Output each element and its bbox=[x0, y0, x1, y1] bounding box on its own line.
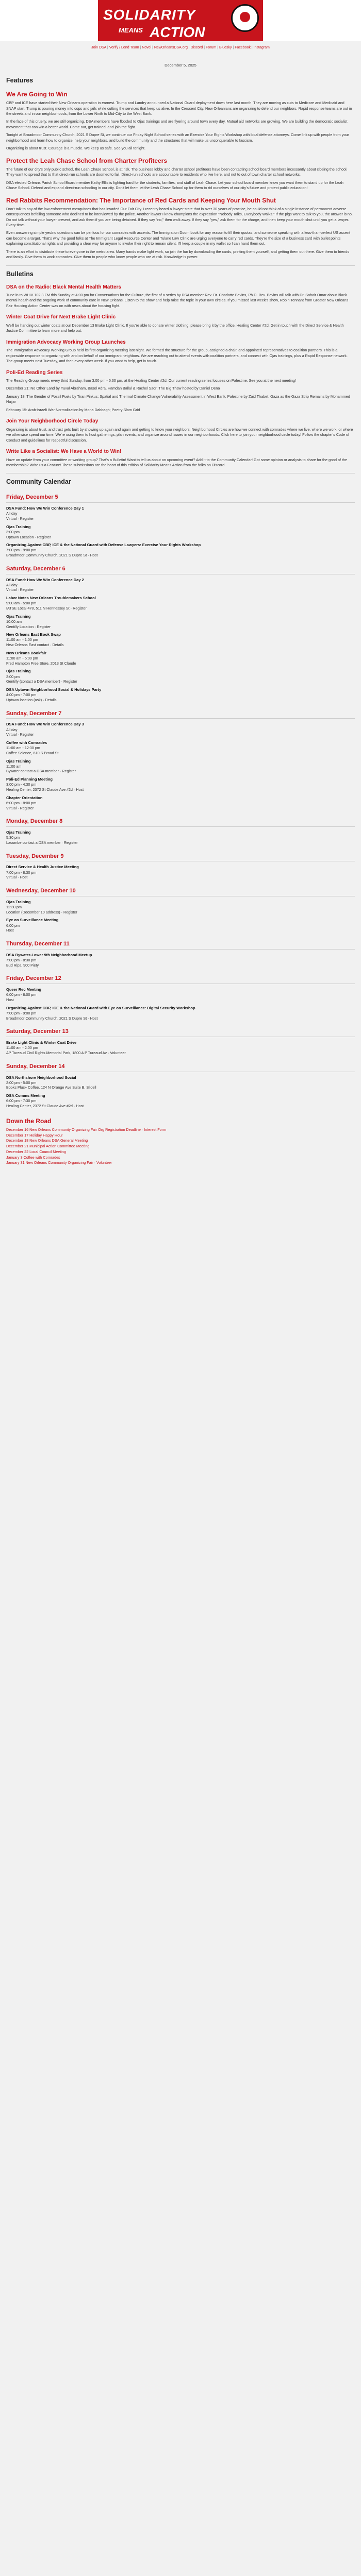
event-title: Organizing Against CBP, ICE & the National Guard with Eye on Surveillance: Digital Security Workshop bbox=[6, 1005, 195, 1010]
calendar-event[interactable] bbox=[6, 1075, 355, 1091]
event-detail: All day bbox=[6, 582, 18, 587]
bulletin-paragraph: Have an update from your committee or working group? That's a Bulletin! Want to tell us about an upcoming event? Add it to the Community Calendar! Got some opinion or analysis to share for the good of the membership? Write us a Feature! These submissions are the heart of this edition of Solidarity Means Action from the folks on Discord. bbox=[6, 457, 347, 467]
down-the-road-item[interactable]: December 21 Municipal Action Committee Meeting bbox=[6, 1144, 90, 1149]
event-title: DSA Fund: How We Win Conference Day 1 bbox=[6, 506, 84, 511]
feature-paragraph: Tonight at Broadmoor Community Church, 2021 S Dupre St, we continue our Friday Night School series with an Exercise Your Rights Workshop with local defense attorneys. Come link up with people from your neighborhood and learn how to organize, help your neighbors, and build the community and the structures that will make us unconquerable to fascism. bbox=[6, 132, 349, 143]
calendar-event[interactable] bbox=[6, 759, 355, 774]
feature-paragraph: Organizing is about trust. Courage is a muscle. We keep us safe. See you all tonight. bbox=[6, 146, 145, 151]
calendar-event[interactable] bbox=[6, 900, 355, 915]
calendar-day-heading: Sunday, December 14 bbox=[6, 1063, 65, 1070]
day-divider bbox=[6, 502, 355, 503]
event-detail: Virtual · Host bbox=[6, 875, 28, 880]
event-detail: 6:00 pm - 8:00 pm bbox=[6, 992, 37, 997]
feature-paragraph: DSA elected Orleans Parish School Board member Kathy Ellis is fighting hard for the students, families, and staff of Leah Chase. Let your school board member know you want them to stand up for the Leah Chase School. Defend and expand direct-run schooling in our city. Don't let them let the Leah Chase School up for them to rid ourselves of our city's future and protect public education! bbox=[6, 180, 343, 191]
event-detail: Virtual · Register bbox=[6, 587, 34, 592]
masthead-title-word1: SOLIDARITY bbox=[103, 7, 196, 23]
nav-link[interactable]: NewOrleansDSA.org bbox=[154, 46, 188, 49]
event-detail: 6:00 pm - 8:00 pm bbox=[6, 800, 37, 805]
calendar-event[interactable] bbox=[6, 722, 355, 737]
bulletin-paragraph: December 21: No Other Land by Yuval Abraham, Basel Adra, Hamdan Ballal & Rachel Szor; The Big Thaw hosted by Daniel Dena bbox=[6, 386, 220, 391]
down-the-road-item[interactable]: December 16 New Orleans Community Organizing Fair Org Registration Deadline · Interest Form bbox=[6, 1127, 166, 1132]
nav-link[interactable]: Verify / Lend Team bbox=[109, 46, 139, 49]
event-detail: 6:00 pm bbox=[6, 923, 20, 928]
nav-link[interactable]: Discord bbox=[190, 46, 203, 49]
event-detail: Broadmoor Community Church, 2021 S Dupre St · Host bbox=[6, 553, 98, 558]
feature-paragraph: Don't talk to any of the law enforcement mosquitoes that has invaded Our Fair City. I recently heard a lawyer state that in over 30 years of practice, he could not think of a single instance of permanent adverse consequences befalling someone who declined to be interviewed by the police. Another lawyer I know champions the expression "Nobody Talks, Everybody Walks." If the pigs want to talk to you, the answer is no. Do not talk without your lawyer present, and ask them if you are being detained. If they say "no," then walk away. If they say "yes," ask them for the charge, and then keep your mouth shut until you get a lawyer. Every time. bbox=[6, 206, 353, 227]
event-title: Ojas Training bbox=[6, 524, 31, 529]
day-divider bbox=[6, 826, 355, 827]
feature-title: We Are Going to Win bbox=[6, 90, 68, 98]
event-detail: 11:00 am - 12:30 pm bbox=[6, 745, 40, 751]
bulletins-heading: Bulletins bbox=[6, 270, 34, 278]
event-detail: Broadmoor Community Church, 2021 S Dupre St · Host bbox=[6, 1015, 98, 1021]
calendar-event[interactable] bbox=[6, 614, 355, 630]
event-title: Chapter Orientation bbox=[6, 795, 43, 800]
calendar-day-heading: Wednesday, December 10 bbox=[6, 888, 76, 894]
event-detail: Gentilly Location · Register bbox=[6, 624, 51, 629]
calendar-day-heading: Tuesday, December 9 bbox=[6, 853, 64, 859]
event-detail: 5:30 pm bbox=[6, 835, 20, 840]
day-divider bbox=[6, 718, 355, 719]
event-title: DSA Comms Meeting bbox=[6, 1093, 45, 1098]
event-detail: 7:00 pm - 9:00 pm bbox=[6, 548, 37, 553]
event-title: Eye on Surveillance Meeting bbox=[6, 918, 59, 923]
calendar-event[interactable] bbox=[6, 1040, 355, 1056]
event-detail: 10:00 am bbox=[6, 619, 22, 624]
nav-separator: | bbox=[106, 46, 109, 49]
down-the-road-list bbox=[6, 1127, 355, 1165]
bulletin-paragraph: The Reading Group meets every third Sunday, from 3:00 pm - 5:30 pm, at the Healing Center #2d. Our current reading series focuses on Palestine. See you at the next meeting! bbox=[6, 378, 296, 383]
event-title: DSA Uptown Neighborhood Social & Holidays Party bbox=[6, 687, 102, 692]
event-title: Organizing Against CBP, ICE & the National Guard with Defense Lawyers: Exercise Your Rights Workshop bbox=[6, 543, 201, 548]
calendar-day-heading: Monday, December 8 bbox=[6, 818, 63, 825]
event-title: Direct Service & Health Justice Meeting bbox=[6, 865, 79, 870]
down-the-road-item[interactable]: December 22 Local Council Meeting bbox=[6, 1149, 66, 1154]
down-the-road-item[interactable]: December 17 Holiday Happy Hour bbox=[6, 1132, 63, 1138]
nav-separator: | bbox=[250, 46, 254, 49]
calendar-event[interactable] bbox=[6, 777, 355, 792]
bulletin-paragraph: February 15: Arab-Israeli War Normalization by Mona Dabbagh; Poetry Slam Grid bbox=[6, 407, 140, 412]
features-list bbox=[6, 90, 355, 260]
bulletin-title: DSA on the Radio: Black Mental Health Matters bbox=[6, 284, 121, 290]
event-detail: 7:00 pm - 8:30 pm bbox=[6, 870, 37, 875]
calendar-event[interactable] bbox=[6, 795, 355, 811]
event-detail: Fred Hampton Free Store, 2013 St Claude bbox=[6, 660, 76, 666]
event-detail: 11:00 am - 2:00 pm bbox=[6, 1045, 38, 1050]
calendar-event[interactable] bbox=[6, 596, 355, 611]
calendar-day-heading: Saturday, December 13 bbox=[6, 1028, 69, 1035]
masthead-banner bbox=[98, 0, 263, 41]
day-divider bbox=[6, 949, 355, 950]
calendar-event[interactable] bbox=[6, 543, 355, 558]
event-detail: 2:00 pm - 5:00 pm bbox=[6, 1080, 37, 1085]
event-detail: Virtual · Register bbox=[6, 516, 34, 521]
bulletin-paragraph: The Immigration Advocacy Working Group held its first organizing meeting last night. We formed the structure for the group, assigned a chair, and appointed representatives to coalition partners. This is a regionwide response to organizing with and on behalf of our immigrant neighbors. We are reaching out to attend events with coalition partners, and connect with Ojas trainings, plus a Rapid Response network. The group meets next Tuesday, and then every other week. If you want to help, get in touch. bbox=[6, 348, 348, 364]
masthead-title-means: MEANS bbox=[119, 26, 143, 34]
calendar-event[interactable] bbox=[6, 669, 355, 684]
calendar-event[interactable] bbox=[6, 987, 355, 1003]
event-title: DSA Bywater-Lower 9th Neighborhood Meetup bbox=[6, 952, 92, 957]
calendar-day-heading: Thursday, December 11 bbox=[6, 941, 70, 947]
event-title: DSA Fund: How We Win Conference Day 2 bbox=[6, 577, 84, 582]
calendar-event[interactable] bbox=[6, 1006, 355, 1021]
nav-separator: | bbox=[151, 46, 154, 49]
bulletin-title: Join Your Neighborhood Circle Today bbox=[6, 418, 99, 425]
event-detail: Healing Center, 2372 St Claude Ave #2d · Host bbox=[6, 787, 84, 792]
bulletin-title: Winter Coat Drive for Next Brake Light Clinic bbox=[6, 314, 116, 320]
event-detail: Uptown Location · Register bbox=[6, 534, 51, 539]
event-title: DSA Northshore Neighborhood Social bbox=[6, 1075, 76, 1080]
bulletin-paragraph: Tune in to WHIV 102.3 FM this Sunday at 4:00 pm for Conversations for the Culture, the first of a series by DSA member Rev. Dr. Charlotte Bevins, Ph.D. Rev. Bevins will talk with Dr. Sohair Omar about Black mental health and the ongoing work of community care in New Orleans. Listen to the show and help raise the topic in your own circles. If you missed last week's show, Robin Tennant from Greater New Orleans Fair Housing Action Center was on with news about the housing fight. bbox=[6, 293, 349, 308]
event-title: Poli-Ed Planning Meeting bbox=[6, 777, 53, 782]
event-detail: Virtual · Register bbox=[6, 805, 34, 810]
event-title: Labor Notes New Orleans Troublemakers School bbox=[6, 596, 96, 601]
calendar-event[interactable] bbox=[6, 1093, 355, 1109]
bulletin-paragraph: January 18: The Gender of Fossil Fuels by Tiran Pinkus; Spatial and Thermal Climate Change Vulnerability Assessment in West Bank, Palestine by Zaid Thabet; Gaza as the Gaza Strip Remains by Mohammed Hajjar bbox=[6, 394, 350, 404]
issue-date: December 5, 2025 bbox=[165, 63, 196, 67]
calendar-day-heading: Sunday, December 7 bbox=[6, 710, 62, 717]
calendar-event[interactable] bbox=[6, 651, 355, 666]
event-title: Ojas Training bbox=[6, 614, 31, 619]
event-detail: 6:00 pm - 7:30 pm bbox=[6, 1098, 37, 1104]
event-detail: 3:00 pm bbox=[6, 529, 20, 534]
event-title: Ojas Training bbox=[6, 830, 31, 835]
nav-separator: | bbox=[187, 46, 191, 49]
event-title: Ojas Training bbox=[6, 758, 31, 764]
event-detail: New Orleans East contact · Details bbox=[6, 642, 64, 648]
event-detail: Location (December 10 address) · Register bbox=[6, 909, 77, 914]
nav-link[interactable]: Bluesky bbox=[219, 46, 232, 49]
event-title: Ojas Training bbox=[6, 669, 31, 674]
divider bbox=[6, 265, 355, 266]
event-detail: Lacombe contact a DSA member · Register bbox=[6, 840, 78, 845]
main-content bbox=[6, 72, 355, 1166]
event-detail: 7:00 pm - 9:00 pm bbox=[6, 1010, 37, 1015]
down-the-road-heading: Down the Road bbox=[6, 1117, 52, 1125]
down-the-road-item[interactable]: January 3 Coffee with Comrades bbox=[6, 1155, 60, 1160]
event-title: Ojas Training bbox=[6, 899, 31, 904]
event-title: Brake Light Clinic & Winter Coat Drive bbox=[6, 1040, 77, 1045]
feature-title: Red Rabbits Recommendation: The Importance of Red Cards and Keeping Your Mouth Shut bbox=[6, 196, 276, 204]
event-detail: IATSE Local 478, 511 N Hennessey St · Register bbox=[6, 606, 87, 611]
nav-link[interactable]: Facebook bbox=[235, 46, 251, 49]
event-detail: Coffee Science, 610 S Broad St bbox=[6, 750, 59, 755]
bulletin-title: Write Like a Socialist: We Have a World to Win! bbox=[6, 449, 122, 454]
event-detail: Gentilly (contact a DSA member) · Register bbox=[6, 679, 77, 684]
down-the-road-item[interactable]: December 18 New Orleans DSA General Meeting bbox=[6, 1138, 88, 1143]
event-detail: 2:00 pm bbox=[6, 674, 20, 679]
calendar-event[interactable] bbox=[6, 632, 355, 648]
calendar-event[interactable] bbox=[6, 830, 355, 845]
calendar-event[interactable] bbox=[6, 687, 355, 703]
nav-link[interactable]: Instagram bbox=[253, 46, 270, 49]
nav-link[interactable]: Novel bbox=[142, 46, 152, 49]
event-title: New Orleans East Book Swap bbox=[6, 632, 61, 637]
calendar-event[interactable] bbox=[6, 578, 355, 593]
event-detail: All day bbox=[6, 727, 18, 732]
calendar-list bbox=[6, 494, 355, 1109]
event-detail: Host bbox=[6, 928, 14, 933]
event-title: Queer Rec Meeting bbox=[6, 987, 41, 992]
features-heading: Features bbox=[6, 77, 34, 84]
bulletin-paragraph: We'll be handing out winter coats at our December 13 Brake Light Clinic. If you're able to donate winter clothing, please bring it by the office, Healing Center #2d. Get in touch with the Direct Service & Health Justice Committee to learn more and help out. bbox=[6, 323, 344, 333]
event-detail: 12:30 pm bbox=[6, 905, 22, 909]
event-detail: 11:00 am - 1:00 pm bbox=[6, 637, 38, 642]
nav-separator: | bbox=[203, 46, 206, 49]
calendar-day-heading: Friday, December 12 bbox=[6, 975, 61, 982]
event-title: Coffee with Comrades bbox=[6, 740, 47, 745]
feature-paragraph: The future of our city's only public school, the Leah Chase School, is at risk. The business lobby and charter school profiteers have been contacting school board members incessantly about closing the school. They want to spread that to that direct-run schools are doomed to fail. Direct-run schools are accountable to residents who live here, and not to out of town charter school networks. bbox=[6, 166, 348, 177]
feature-paragraph: In the face of this cruelty, we are still organizing. DSA members have flooded to Ojas trainings and are flyering around town every day. Mutual aid networks are growing. We are building the democratic socialist movement that can win a better world. Come out, get trained, and join the fight. bbox=[6, 119, 348, 129]
rose-logo-icon bbox=[231, 4, 259, 32]
event-detail: All day bbox=[6, 511, 18, 516]
feature-paragraph: Even answering simple yes/no questions can be perilous for our comrades with accents. The Immigration Doom book for any reason to fill their quotas, and someone speaking with a less-than-perfect US accent can become a target. That's why the good folks at The Immigrant Legal Resource Center and Tulane Law Clinic are urging everyone to carry red cards. They're the size of a business card with bullet points explaining constitutional rights and providing a clear way for anyone to invoke their right to remain silent. I'll keep a couple in my wallet so I can hand them out. bbox=[6, 230, 351, 246]
event-detail: AP Tureaud Civil Rights Memorial Park, 1800 A P Tureaud Av · Volunteer bbox=[6, 1050, 126, 1056]
nav-separator: | bbox=[139, 46, 142, 49]
nav-separator: | bbox=[216, 46, 219, 49]
calendar-event[interactable] bbox=[6, 953, 355, 968]
top-nav bbox=[0, 45, 361, 50]
nav-link[interactable]: Join DSA bbox=[91, 46, 106, 49]
event-title: New Orleans Bookfair bbox=[6, 650, 46, 655]
event-detail: 11:00 am - 5:00 pm bbox=[6, 656, 38, 660]
event-detail: Uptown location (ask) · Details bbox=[6, 697, 57, 702]
bulletin-paragraph: Organizing is about trust, and trust gets built by showing up again and again and getting to know your neighbors. Neighborhood Circles are how we connect with comrades where we live, where we work, or where we otherwise spend our time. We're using them to host gatherings, plan events, and organize around issues in our neighborhoods. Click here to join your neighborhood circle today! Follow the chapter's Code of Conduct and guidelines for respectful discussion. bbox=[6, 427, 353, 443]
event-detail: Healing Center, 2372 St Claude Ave #2d · Host bbox=[6, 1104, 84, 1109]
event-detail: Virtual · Register bbox=[6, 732, 34, 737]
event-detail: Host bbox=[6, 997, 14, 1003]
calendar-event[interactable] bbox=[6, 865, 355, 880]
bulletins-list bbox=[6, 284, 355, 468]
nav-link[interactable]: Forum bbox=[206, 46, 217, 49]
event-detail: Books Plus+ Coffee, 124 N Orange Ave Suite B, Slidell bbox=[6, 1085, 96, 1090]
nav-separator: | bbox=[232, 46, 235, 49]
bulletin-title: Poli-Ed Reading Series bbox=[6, 369, 63, 376]
calendar-day-heading: Friday, December 5 bbox=[6, 494, 58, 501]
calendar-event[interactable] bbox=[6, 506, 355, 521]
event-detail: 7:00 pm - 8:30 pm bbox=[6, 957, 37, 962]
event-title: DSA Fund: How We Win Conference Day 3 bbox=[6, 722, 84, 727]
calendar-event[interactable] bbox=[6, 918, 355, 933]
event-detail: 3:00 pm - 4:30 pm bbox=[6, 782, 37, 787]
event-detail: 4:00 pm - 7:00 pm bbox=[6, 692, 37, 698]
calendar-event[interactable] bbox=[6, 524, 355, 540]
bulletin-title: Immigration Advocacy Working Group Launches bbox=[6, 339, 126, 345]
down-the-road-item[interactable]: January 31 New Orleans Community Organizing Fair · Volunteer bbox=[6, 1160, 112, 1165]
event-detail: Bud Rips, 900 Piety bbox=[6, 962, 39, 968]
calendar-event[interactable] bbox=[6, 740, 355, 756]
calendar-heading: Community Calendar bbox=[6, 478, 71, 486]
feature-title: Protect the Leah Chase School from Charter Profiteers bbox=[6, 157, 168, 164]
event-detail: 9:00 am - 5:00 pm bbox=[6, 601, 37, 606]
feature-paragraph: CBP and ICE have started their New Orleans operation in earnest. Trump and Landry announced a National Guard deployment down here last month. They are moving as cuts to Medicare and Medicaid and SNAP start. Trump is pouring money into cops and jails while cutting the services that keep us alive. In the Crescent City, New Orleanians are organizing to defend our neighbors. Rapid response teams are out in the streets and in our neighborhoods, from the Lower Ninth to Mid-City to the West Bank. bbox=[6, 100, 352, 116]
feature-paragraph: There is an effort to distribute these to everyone in the metro area. Many hands make light work, so join the fun by downloading the cards, printing them yourself, and getting them out there. Give them to friends and family. Give them to work comrades. Give them to people who know people who are at risk. Knowledge is power. bbox=[6, 249, 350, 260]
masthead-title-word2: ACTION bbox=[150, 24, 205, 40]
calendar-day-heading: Saturday, December 6 bbox=[6, 565, 65, 572]
event-detail: 11:00 am bbox=[6, 764, 22, 769]
event-detail: Bywater contact a DSA member · Register bbox=[6, 769, 76, 774]
header bbox=[0, 0, 361, 41]
